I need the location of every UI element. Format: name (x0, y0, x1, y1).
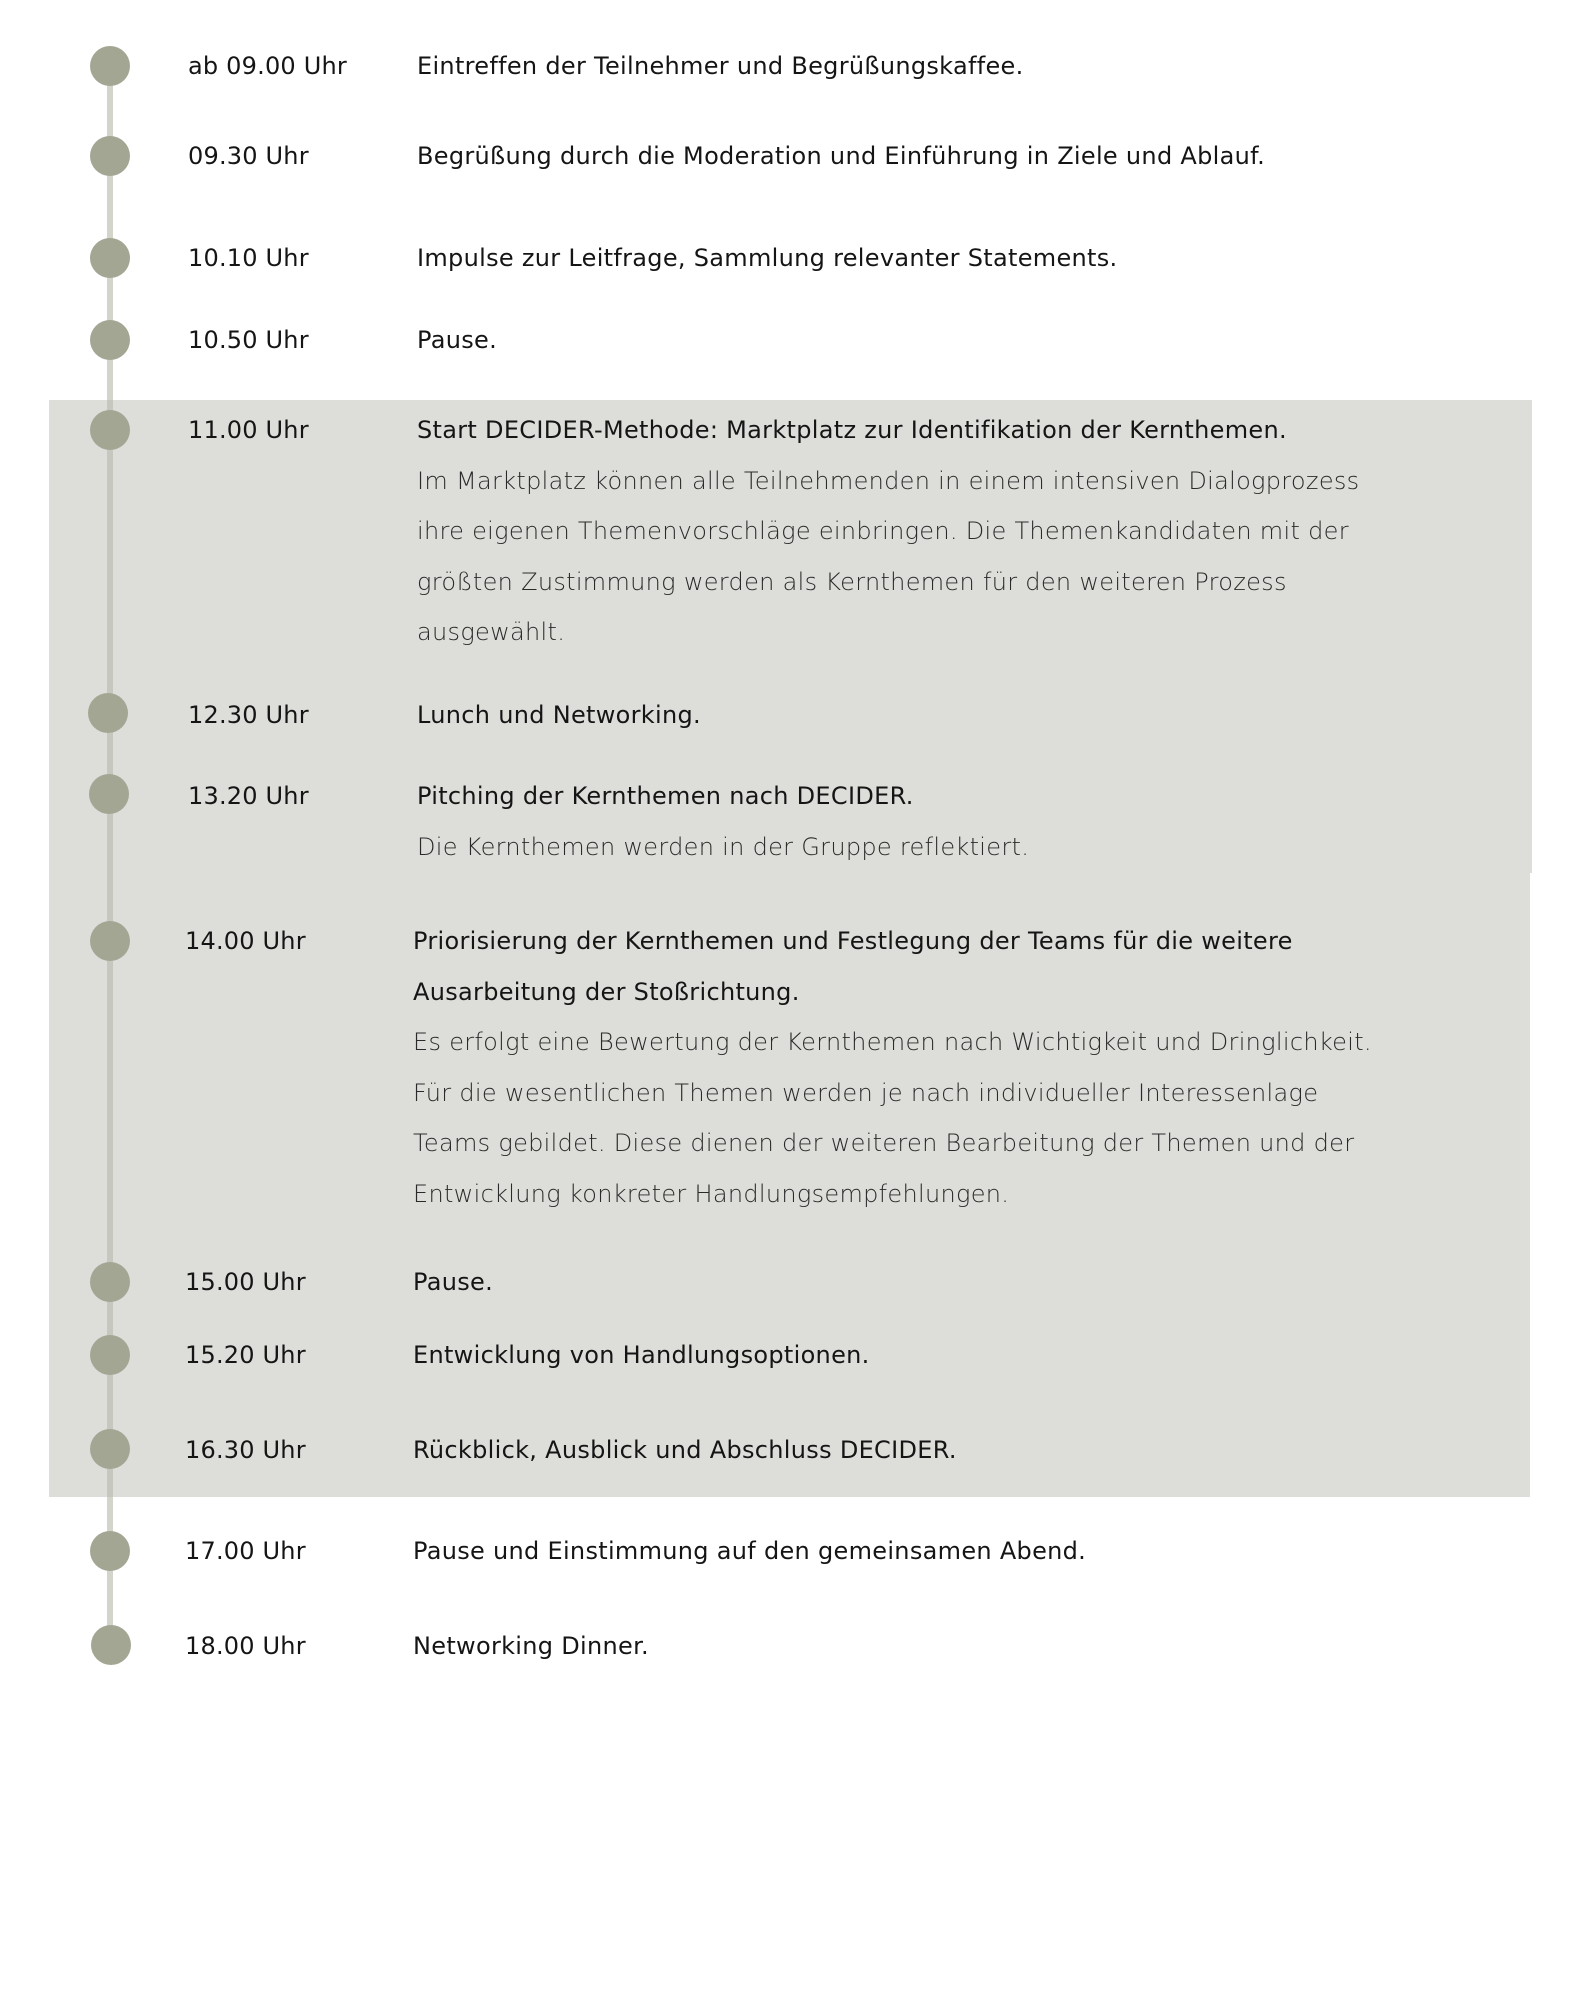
agenda-item-body-line: Im Marktplatz können alle Teilnehmenden in einem intensiven Dialogprozess (417, 466, 1360, 495)
agenda-item-body-line: Die Kernthemen werden in der Gruppe reflektiert. (417, 832, 1030, 861)
agenda-time: 15.00 Uhr (185, 1268, 306, 1296)
agenda-item-description (413, 1330, 870, 1381)
timeline-dot-icon (90, 410, 130, 450)
agenda-item-title: Pause und Einstimmung auf den gemeinsamen Abend. (413, 1537, 1087, 1565)
agenda-item-body-line: größten Zustimmung werden als Kernthemen für den weiteren Prozess (417, 567, 1287, 596)
timeline-dot-icon (90, 320, 130, 360)
agenda-item-description (417, 315, 497, 366)
agenda-time: 17.00 Uhr (185, 1537, 306, 1565)
timeline-dot-icon (88, 693, 128, 733)
agenda-time: 18.00 Uhr (185, 1632, 306, 1660)
agenda-item-title: Rückblick, Ausblick und Abschluss DECIDER. (413, 1436, 957, 1464)
agenda-item-title: Pause. (417, 326, 498, 354)
timeline-dot-icon (89, 774, 129, 814)
agenda-time: 10.50 Uhr (188, 326, 309, 354)
agenda-time: 09.30 Uhr (188, 142, 309, 170)
timeline-dot-icon (91, 1625, 131, 1665)
agenda-time: 16.30 Uhr (185, 1436, 306, 1464)
agenda-item-description (417, 41, 1024, 92)
agenda-item-body-line: Es erfolgt eine Bewertung der Kernthemen nach Wichtigkeit und Dringlichkeit. (413, 1028, 1372, 1056)
timeline-dot-icon (90, 1335, 130, 1375)
agenda-time: 11.00 Uhr (188, 416, 309, 444)
timeline-dot-icon (90, 1262, 130, 1302)
agenda-item-title: Pause. (413, 1268, 494, 1296)
agenda-item-title: Start DECIDER-Methode: Marktplatz zur Identifikation der Kernthemen. (417, 416, 1287, 444)
agenda-item-body-line: ausgewählt. (417, 618, 566, 646)
agenda-item-title: Priorisierung der Kernthemen und Festlegung der Teams für die weitere (413, 927, 1293, 955)
timeline-dot-icon (90, 921, 130, 961)
agenda-item-title: Impulse zur Leitfrage, Sammlung relevanter Statements. (417, 244, 1118, 272)
agenda-time: ab 09.00 Uhr (188, 52, 347, 80)
agenda-item-body-line: Entwicklung konkreter Handlungsempfehlungen. (413, 1179, 1010, 1208)
agenda-item-title: Ausarbeitung der Stoßrichtung. (413, 977, 800, 1006)
timeline-dot-icon (90, 46, 130, 86)
agenda-item-description (417, 405, 1360, 658)
agenda-item-body-line: ihre eigenen Themenvorschläge einbringen. Die Themenkandidaten mit der (417, 517, 1349, 545)
agenda-item-description (417, 690, 701, 741)
agenda-item-title: Pitching der Kernthemen nach DECIDER. (417, 782, 914, 810)
agenda-item-description (417, 771, 1029, 872)
agenda-item-description (417, 131, 1265, 182)
agenda-time: 13.20 Uhr (188, 782, 309, 810)
agenda-item-description (413, 1257, 493, 1308)
agenda-item-title: Networking Dinner. (413, 1632, 649, 1660)
timeline-dot-icon (90, 1429, 130, 1469)
agenda-item-title: Lunch und Networking. (417, 701, 701, 729)
timeline-line (107, 1497, 113, 1646)
timeline-dot-icon (90, 1531, 130, 1571)
agenda-time: 15.20 Uhr (185, 1341, 306, 1369)
agenda-item-description (413, 1425, 957, 1476)
timeline-dot-icon (90, 136, 130, 176)
agenda-item-description (413, 1526, 1086, 1577)
agenda-item-title: Entwicklung von Handlungsoptionen. (413, 1341, 870, 1369)
agenda-item-title: Eintreffen der Teilnehmer und Begrüßungskaffee. (417, 52, 1024, 80)
agenda-item-description (417, 233, 1117, 284)
agenda-time: 10.10 Uhr (188, 244, 309, 272)
agenda-item-description (413, 916, 1372, 1219)
agenda-item-body-line: Für die wesentlichen Themen werden je nach individueller Interessenlage (413, 1078, 1319, 1107)
agenda-item-description (413, 1621, 649, 1672)
timeline-dot-icon (90, 238, 130, 278)
agenda-item-body-line: Teams gebildet. Diese dienen der weiteren Bearbeitung der Themen und der (413, 1129, 1355, 1157)
agenda-item-title: Begrüßung durch die Moderation und Einführung in Ziele und Ablauf. (417, 142, 1266, 170)
agenda-time: 12.30 Uhr (188, 701, 309, 729)
agenda-time: 14.00 Uhr (185, 927, 306, 955)
